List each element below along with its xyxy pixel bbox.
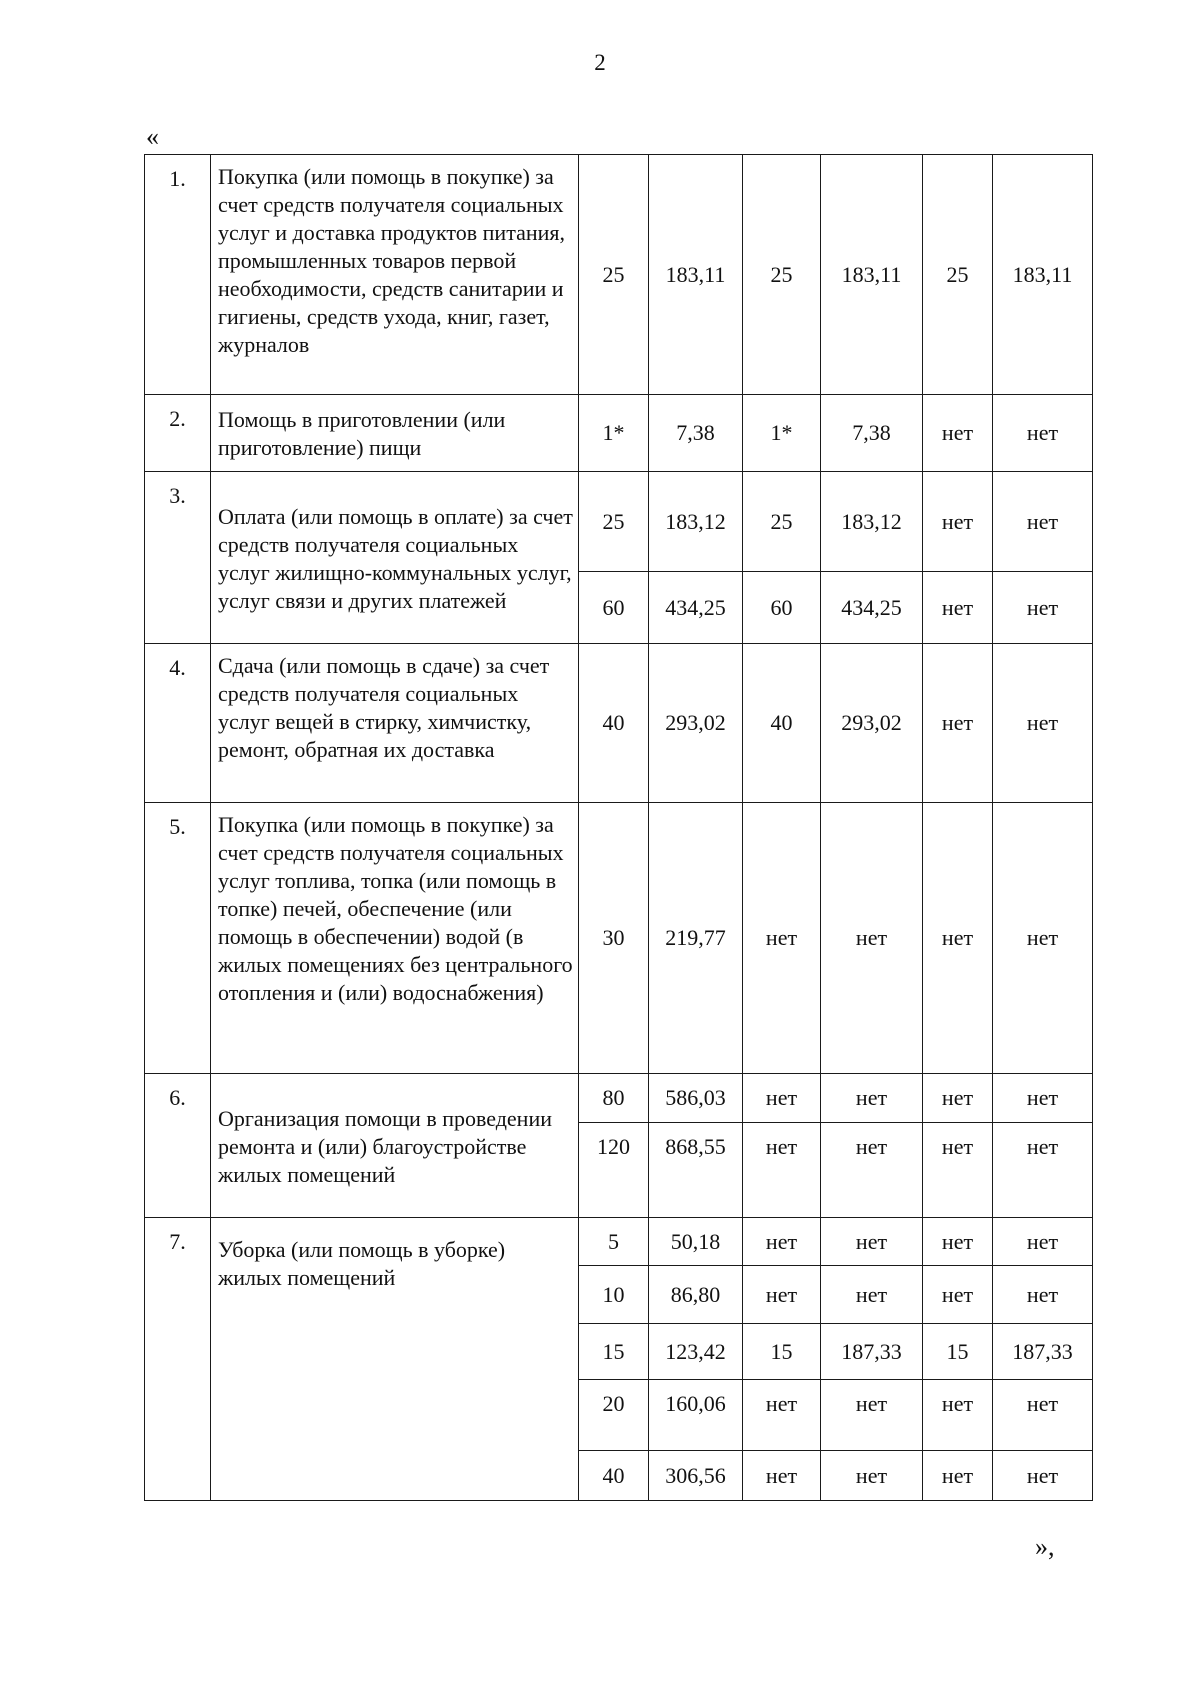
table-cell: 183,12 — [821, 472, 923, 572]
table-cell: 123,42 — [649, 1324, 743, 1380]
service-name: Покупка (или помощь в покупке) за счет средств получателя социальных услуг топлива, топка (или помощь в топке) печей, обеспечение (или помощь в обеспечении) водой (в жилых помещениях без центрального отопления и (или) водоснабжения) — [211, 803, 579, 1074]
service-name: Организация помощи в проведении ремонта и (или) благоустройстве жилых помещений — [211, 1074, 579, 1218]
row-number: 4. — [145, 644, 211, 803]
table-cell: нет — [993, 1123, 1093, 1218]
table-cell: 10 — [579, 1266, 649, 1324]
table-cell: 7,38 — [821, 395, 923, 472]
table-cell: 25 — [579, 472, 649, 572]
table-cell: нет — [821, 1451, 923, 1501]
table-cell: нет — [993, 1074, 1093, 1123]
table-cell: нет — [743, 1451, 821, 1501]
row-number: 5. — [145, 803, 211, 1074]
table-cell: 120 — [579, 1123, 649, 1218]
table-cell: 183,12 — [649, 472, 743, 572]
table-row — [145, 803, 1093, 1074]
row-number: 7. — [145, 1218, 211, 1501]
table-cell: нет — [821, 1266, 923, 1324]
table-cell: нет — [743, 1218, 821, 1266]
table-cell: 60 — [743, 572, 821, 644]
table-cell: нет — [743, 1123, 821, 1218]
table-cell: нет — [923, 1451, 993, 1501]
table-cell: нет — [743, 1266, 821, 1324]
table-cell: 1* — [743, 395, 821, 472]
table-row — [145, 644, 1093, 803]
service-name: Покупка (или помощь в покупке) за счет средств получателя социальных услуг и доставка продуктов питания, промышленных товаров первой необходимости, средств санитарии и гигиены, средств ухода, книг, газет, журналов — [211, 155, 579, 395]
table-cell: 40 — [579, 644, 649, 803]
table-cell: нет — [743, 1074, 821, 1123]
table-cell: 25 — [743, 472, 821, 572]
table-cell: нет — [923, 1380, 993, 1451]
table-cell: 25 — [743, 155, 821, 395]
table-cell: нет — [993, 395, 1093, 472]
page-number: 2 — [594, 50, 606, 75]
table-cell: нет — [993, 1451, 1093, 1501]
row-number: 3. — [145, 472, 211, 644]
table-cell: нет — [923, 1074, 993, 1123]
table-cell: нет — [923, 472, 993, 572]
table-cell: 15 — [579, 1324, 649, 1380]
table-cell: нет — [923, 1123, 993, 1218]
table-cell: 60 — [579, 572, 649, 644]
table-cell: нет — [821, 1074, 923, 1123]
table-cell: нет — [993, 1380, 1093, 1451]
table-row — [145, 472, 1093, 572]
table-row — [145, 155, 1093, 395]
table-cell: 50,18 — [649, 1218, 743, 1266]
table-cell: 183,11 — [993, 155, 1093, 395]
table-cell: нет — [993, 644, 1093, 803]
table-cell: 183,11 — [821, 155, 923, 395]
table-cell: нет — [923, 1218, 993, 1266]
closing-quote-mark: », — [1035, 1532, 1055, 1561]
table-cell: 434,25 — [821, 572, 923, 644]
table-cell: 434,25 — [649, 572, 743, 644]
table-cell: 183,11 — [649, 155, 743, 395]
service-name: Сдача (или помощь в сдаче) за счет средств получателя социальных услуг вещей в стирку, химчистку, ремонт, обратная их доставка — [211, 644, 579, 803]
table-cell: 160,06 — [649, 1380, 743, 1451]
table-row — [145, 395, 1093, 472]
table-cell: 868,55 — [649, 1123, 743, 1218]
table-cell: нет — [923, 572, 993, 644]
table-cell: 20 — [579, 1380, 649, 1451]
table-cell: нет — [743, 803, 821, 1074]
table-cell: нет — [821, 803, 923, 1074]
table-cell: 25 — [579, 155, 649, 395]
table-cell: 25 — [923, 155, 993, 395]
table-row — [145, 1218, 1093, 1266]
table-cell: нет — [923, 644, 993, 803]
table-cell: 40 — [743, 644, 821, 803]
table-cell: нет — [993, 1266, 1093, 1324]
table-cell: нет — [743, 1380, 821, 1451]
table-cell: нет — [993, 572, 1093, 644]
table-cell: нет — [923, 395, 993, 472]
table-cell: 30 — [579, 803, 649, 1074]
table-cell: нет — [993, 1218, 1093, 1266]
table-cell: 86,80 — [649, 1266, 743, 1324]
table-cell: 187,33 — [993, 1324, 1093, 1380]
table-cell: 40 — [579, 1451, 649, 1501]
table-cell: 306,56 — [649, 1451, 743, 1501]
table-cell: 1* — [579, 395, 649, 472]
table-cell: нет — [923, 1266, 993, 1324]
table-cell: нет — [993, 472, 1093, 572]
table-cell: 293,02 — [649, 644, 743, 803]
row-number: 6. — [145, 1074, 211, 1218]
table-cell: нет — [993, 803, 1093, 1074]
table-cell: нет — [821, 1380, 923, 1451]
table-cell: нет — [821, 1123, 923, 1218]
table-cell: 80 — [579, 1074, 649, 1123]
table-cell: 15 — [743, 1324, 821, 1380]
table-cell: 5 — [579, 1218, 649, 1266]
services-tariff-table — [144, 154, 1093, 1501]
opening-quote-mark: « — [146, 122, 159, 151]
table-cell: 7,38 — [649, 395, 743, 472]
service-name: Помощь в приготовлении (или приготовление) пищи — [211, 395, 579, 472]
table-cell: 15 — [923, 1324, 993, 1380]
table-cell: нет — [821, 1218, 923, 1266]
table-row — [145, 1074, 1093, 1123]
service-name: Уборка (или помощь в уборке) жилых помещений — [211, 1218, 579, 1501]
table-cell: нет — [923, 803, 993, 1074]
row-number: 1. — [145, 155, 211, 395]
table-cell: 586,03 — [649, 1074, 743, 1123]
row-number: 2. — [145, 395, 211, 472]
table-cell: 187,33 — [821, 1324, 923, 1380]
table-cell: 293,02 — [821, 644, 923, 803]
service-name: Оплата (или помощь в оплате) за счет средств получателя социальных услуг жилищно-коммунальных услуг, услуг связи и других платежей — [211, 472, 579, 644]
table-cell: 219,77 — [649, 803, 743, 1074]
